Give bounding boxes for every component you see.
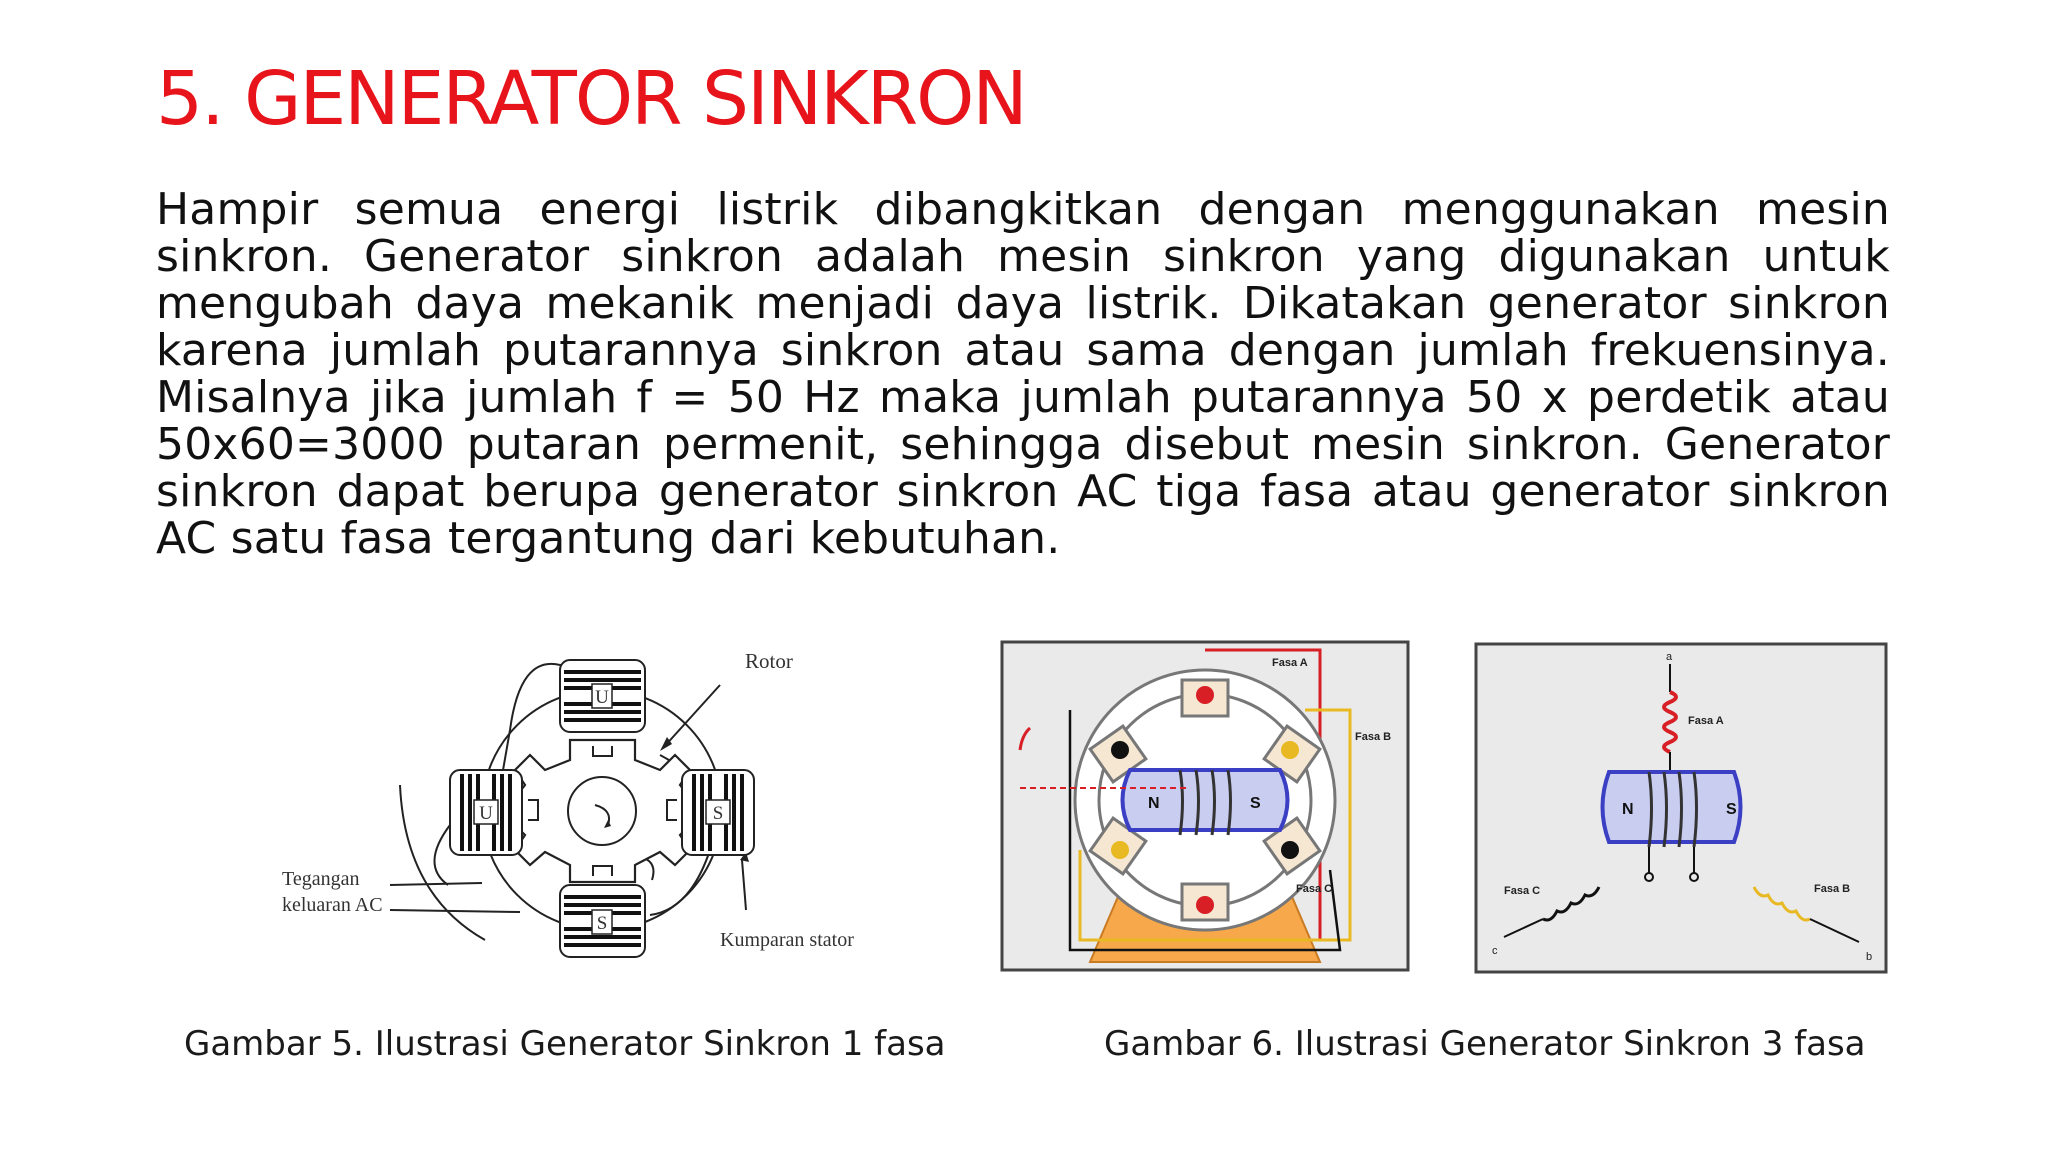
phase-b-label: Fasa B: [1814, 883, 1851, 895]
rotor-south-label: S: [1250, 795, 1261, 812]
slide-title: 5. GENERATOR SINKRON: [156, 56, 1026, 142]
output-voltage-label-2: keluaran AC: [282, 894, 383, 916]
terminal-b-label: b: [1866, 951, 1873, 963]
rotor-south-label: S: [1726, 801, 1737, 818]
figure-single-phase-generator: [190, 620, 890, 990]
phase-a-label: Fasa A: [1272, 657, 1308, 669]
three-phase-windings-diagram: [1474, 642, 1888, 974]
phase-a-label: Fasa A: [1688, 715, 1724, 727]
phase-c-label: Fasa C: [1504, 885, 1541, 897]
stator-coil-label: Kumparan stator: [720, 929, 854, 951]
rotor-label: Rotor: [745, 649, 793, 673]
body-paragraph: Hampir semua energi listrik dibangkitkan dengan menggunakan mesin sinkron. Generator sinkron adalah mesin sinkron yang digunakan untuk mengubah daya mekanik menjadi daya listrik. Dikatakan generator sinkron karena jumlah putarannya sinkron atau sama dengan jumlah frekuensinya. Misalnya jika jumlah f = 50 Hz maka jumlah putarannya 50 x perdetik atau 50x60=3000 putaran permenit, sehingga disebut mesin sinkron. Generator sinkron dapat berupa generator sinkron AC tiga fasa atau generator sinkron AC satu fasa tergantung dari kebutuhan.: [156, 184, 1890, 564]
pole-bottom: [560, 885, 645, 957]
rotor-north-label: N: [1622, 801, 1634, 818]
pole-left: [450, 770, 522, 855]
pole-top-label: U: [595, 687, 609, 708]
figure-5-caption: Gambar 5. Ilustrasi Generator Sinkron 1 fasa: [184, 1024, 946, 1064]
figure-6-caption: Gambar 6. Ilustrasi Generator Sinkron 3 fasa: [1104, 1024, 1866, 1064]
figure-three-phase-stator: [1000, 640, 1410, 972]
pole-top: [560, 660, 645, 732]
pole-left-label: U: [479, 803, 493, 824]
pole-bottom-label: S: [596, 913, 608, 934]
terminal-a-label: a: [1666, 651, 1673, 663]
phase-c-label: Fasa C: [1296, 883, 1333, 895]
figure-three-phase-windings: [1474, 642, 1888, 974]
three-phase-stator-diagram: [1000, 640, 1410, 972]
single-phase-diagram: [190, 620, 890, 990]
pole-right-label: S: [712, 803, 724, 824]
pole-right: [682, 770, 754, 855]
phase-b-label: Fasa B: [1355, 731, 1392, 743]
rotor-north-label: N: [1148, 795, 1160, 812]
terminal-c-label: c: [1492, 945, 1498, 957]
output-voltage-label-1: Tegangan: [282, 868, 360, 890]
